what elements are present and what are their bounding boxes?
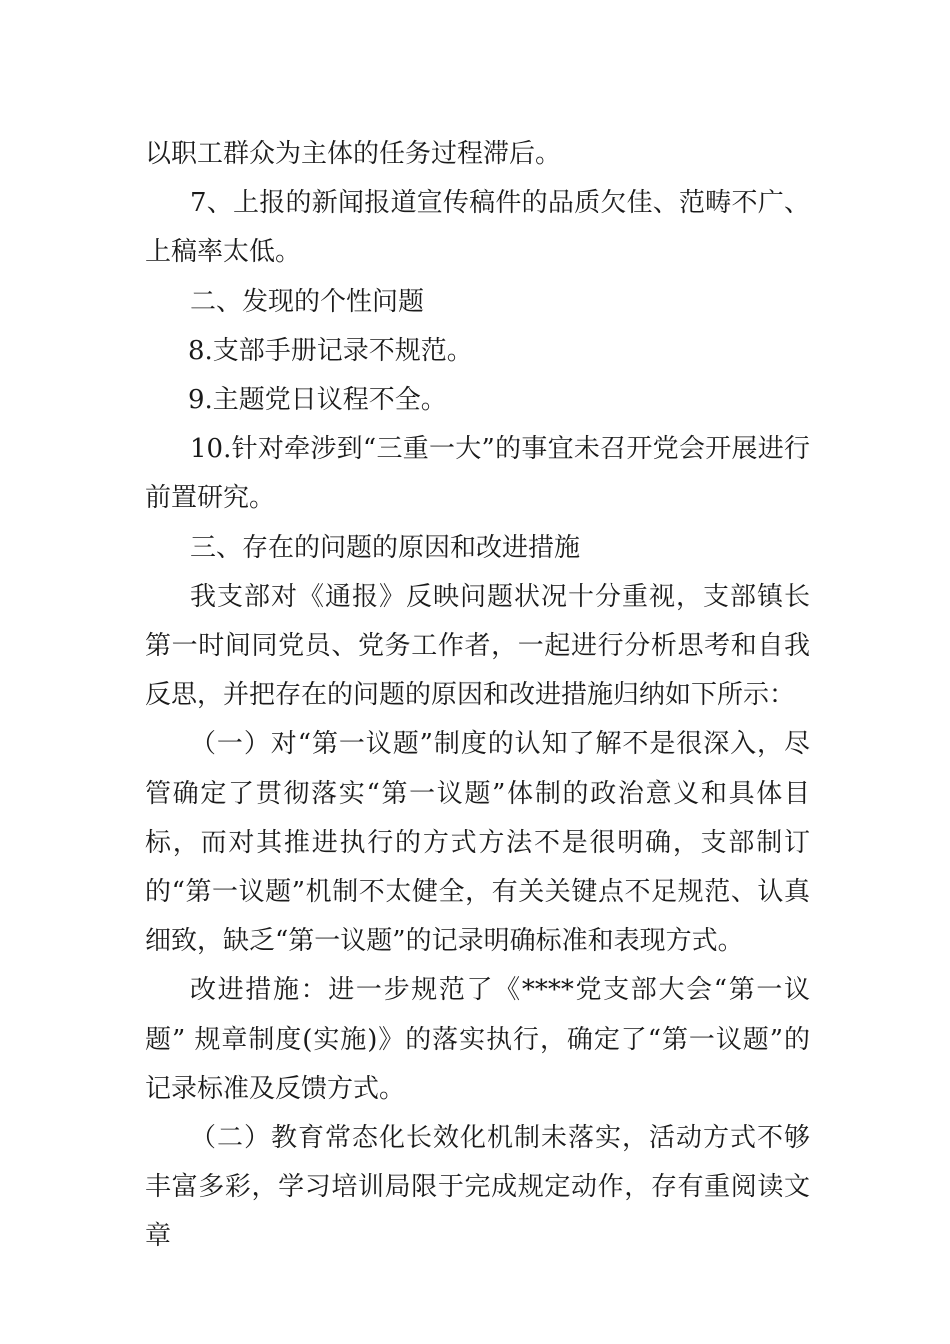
paragraph-continuation: 以职工群众为主体的任务过程滞后。 (145, 139, 562, 169)
section-heading-3: 三、存在的问题的原因和改进措施 (190, 532, 581, 563)
paragraph-item-9: 9.主题党日议程不全。 (188, 385, 447, 416)
paragraph-intro: 我支部对《通报》反映问题状况十分重视，支部镇长第一时间同党员、党务工作者，一起进行分析思考和自我反思，并把存在的问题的原因和改进措施归纳如下所示： (145, 581, 810, 711)
document-body (145, 130, 810, 1262)
paragraph-measure-1: 改进措施：进一步规范了《****党支部大会“第一议题” 规章制度(实施)》的落实执行，确定了“第一议题”的记录标准及反馈方式。 (145, 975, 810, 1104)
paragraph-item-10: 10.针对牵涉到“三重一大”的事宜未召开党会开展进行前置研究。 (145, 434, 810, 514)
section-heading-2: 二、发现的个性问题 (190, 286, 425, 317)
paragraph-item-7: 7、上报的新闻报道宣传稿件的品质欠佳、范畴不广、上稿率太低。 (145, 188, 810, 268)
paragraph-cause-1: （一）对“第一议题”制度的认知了解不是很深入，尽管确定了贯彻落实“第一议题”体制的政治意义和具体目标，而对其推进执行的方式方法不是很明确，支部制订的“第一议题”机制不太健全，有关关键点不足规范、认真细致，缺乏“第一议题”的记录明确标准和表现方式。 (145, 729, 810, 957)
paragraph-cause-2: （二）教育常态化长效化机制未落实，活动方式不够丰富多彩，学习培训局限于完成规定动作，存有重阅读文章 (145, 1123, 810, 1252)
paragraph-item-8: 8.支部手册记录不规范。 (188, 335, 473, 366)
